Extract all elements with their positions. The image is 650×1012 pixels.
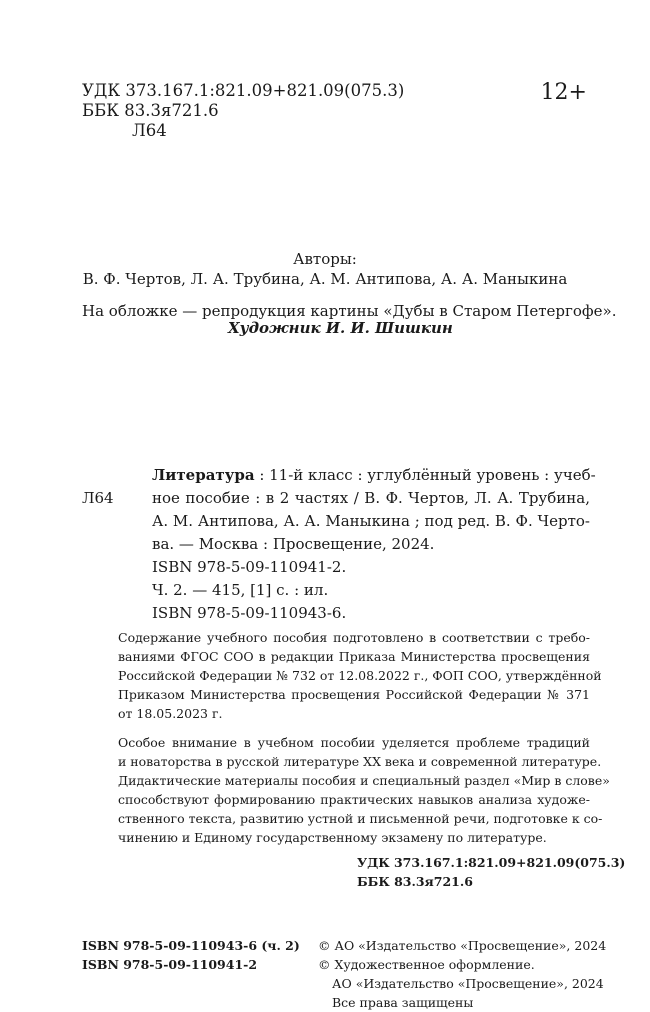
- bib-line-1: [152, 464, 596, 488]
- footer-isbn-part: ISBN 978-5-09-110943-6 (ч. 2): [82, 938, 300, 953]
- annotation-p2-line: чинению и Единому государственному экзамену по литературе.: [118, 830, 547, 845]
- cover-artist: Художник И. И. Шишкин: [228, 319, 453, 337]
- annotation-p2-line: и новаторства в русской литературе XX века и современной литературе.: [118, 754, 602, 769]
- annotation-p2-line: Особое внимание в учебном пособии уделяется проблеме традиций: [118, 735, 590, 750]
- bib-isbn-1: ISBN 978-5-09-110941-2.: [152, 558, 347, 576]
- annotation-p1-line: от 18.05.2023 г.: [118, 706, 223, 721]
- footer-copyright-publisher: © АО «Издательство «Просвещение», 2024: [318, 938, 607, 953]
- annotation-p1-line: Приказом Министерства просвещения Российской Федерации № 371: [118, 687, 590, 702]
- bib-line-4: ва. — Москва : Просвещение, 2024.: [152, 535, 435, 553]
- authors-label: Авторы:: [293, 250, 357, 268]
- footer-isbn-total: ISBN 978-5-09-110941-2: [82, 957, 258, 972]
- bib-line-3: А. М. Антипова, А. А. Маныкина ; под ред. В. Ф. Черто-: [152, 512, 590, 530]
- age-rating-badge: 12+: [540, 80, 587, 105]
- bib-line-2: ное пособие : в 2 частях / В. Ф. Чертов, Л. А. Трубина,: [152, 489, 590, 507]
- annotation-p1-line: Российской Федерации № 732 от 12.08.2022 г., ФОП СОО, утверждённой: [118, 668, 602, 683]
- udk-header: УДК 373.167.1:821.09+821.09(075.3): [82, 81, 405, 100]
- footer-rights: Все права защищены: [332, 995, 474, 1010]
- bib-part: Ч. 2. — 415, [1] с. : ил.: [152, 581, 329, 599]
- author-code: Л64: [132, 121, 167, 140]
- annotation-p2-line: ственного текста, развитию устной и письменной речи, подготовке к со-: [118, 811, 603, 826]
- bib-title: Литература: [152, 466, 255, 484]
- bib-isbn-2: ISBN 978-5-09-110943-6.: [152, 604, 347, 622]
- annotation-p2-line: Дидактические материалы пособия и специальный раздел «Мир в слове»: [118, 773, 610, 788]
- bib-line-1-rest: : 11-й класс : углублённый уровень : учеб-: [254, 466, 596, 484]
- annotation-p1-line: Содержание учебного пособия подготовлено в соответствии с требо-: [118, 630, 590, 645]
- cover-note: На обложке — репродукция картины «Дубы в Старом Петергофе».: [82, 302, 617, 320]
- bbk-header: ББК 83.3я721.6: [82, 101, 219, 120]
- annotation-p2-line: способствуют формированию практических навыков анализа художе-: [118, 792, 590, 807]
- footer-copyright-design: © Художественное оформление.: [318, 957, 535, 972]
- classification-udk: УДК 373.167.1:821.09+821.09(075.3): [357, 855, 626, 870]
- footer-copyright-design-holder: АО «Издательство «Просвещение», 2024: [332, 976, 604, 991]
- classification-bbk: ББК 83.3я721.6: [357, 874, 473, 889]
- authors-names: В. Ф. Чертов, Л. А. Трубина, А. М. Антипова, А. А. Маныкина: [82, 270, 568, 288]
- bib-code: Л64: [82, 489, 114, 507]
- annotation-p1-line: ваниями ФГОС СОО в редакции Приказа Министерства просвещения: [118, 649, 590, 664]
